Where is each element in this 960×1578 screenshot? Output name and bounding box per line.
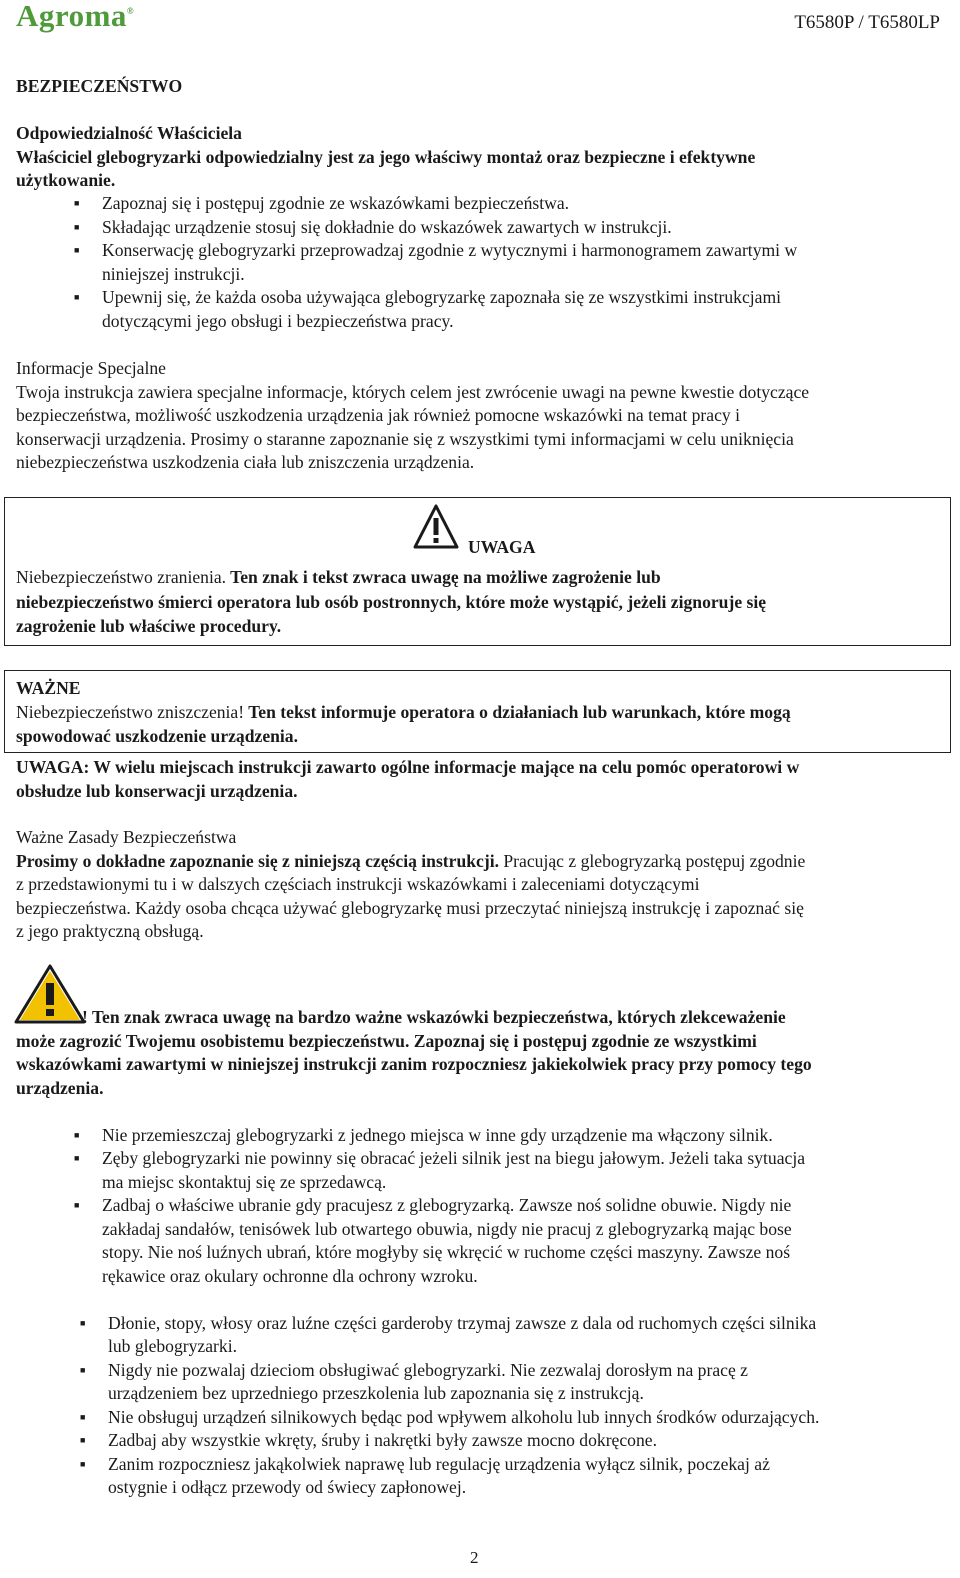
warning-text-line-1 [16, 566, 661, 589]
note-line-2: obsłudze lub konserwacji urządzenia. [16, 781, 298, 801]
list-item: Nie przemieszczaj glebogryzarki z jednego miejsca w inne gdy urządzenie ma włączony silnik. [102, 1125, 773, 1145]
special-text-line: bezpieczeństwa, możliwość uszkodzenia urządzenia jak również pomocne wskazówki na temat pracy i [16, 405, 740, 425]
bullet-marker: ■ [80, 1459, 86, 1469]
owner-bullet: Zapoznaj się i postępuj zgodnie ze wskazówkami bezpieczeństwa. [102, 193, 570, 213]
warning-text: Ten znak i tekst zwraca uwagę na możliwe zagrożenie lub [226, 567, 661, 587]
bullet-marker: ■ [74, 245, 80, 255]
bullet-marker: ■ [74, 198, 80, 208]
rules-heading: Ważne Zasady Bezpieczeństwa [16, 827, 237, 847]
bullet-marker: ■ [80, 1365, 86, 1375]
warning-text-line-3: zagrożenie lub właściwe procedury. [16, 616, 282, 636]
warning-triangle-large-icon [14, 963, 86, 1025]
note-line-1: UWAGA: W wielu miejscach instrukcji zawarto ogólne informacje mające na celu pomóc operatorowi w [16, 757, 800, 777]
bullet-marker: ■ [80, 1412, 86, 1422]
important-text-line-1 [16, 701, 791, 724]
list-item-continuation: rękawice oraz okulary ochronne dla ochrony wzroku. [102, 1266, 478, 1286]
bullet-marker: ■ [74, 292, 80, 302]
list-item: Zadbaj o właściwe ubranie gdy pracujesz z glebogryzarką. Zawsze noś solidne obuwie. Nigdy nie [102, 1195, 792, 1215]
brand-logo [16, 0, 134, 34]
important-text-line-2: spowodować uszkodzenie urządzenia. [16, 726, 298, 746]
owner-bullet: Upewnij się, że każda osoba używająca glebogryzarkę zapoznała się ze wszystkimi instrukcjami [102, 287, 782, 307]
list-item-continuation: lub glebogryzarki. [108, 1336, 237, 1356]
owner-bullet-continuation: dotyczącymi jego obsługi i bezpieczeństwa pracy. [102, 311, 454, 331]
list-item-continuation: zakładaj sandałów, tenisówek lub otwartego obuwia, nigdy nie pracuj z glebogryzarką mając bose [102, 1219, 792, 1239]
list-item-continuation: urządzeniem bez uprzedniego przeszkolenia lub zapoznania się z instrukcją. [108, 1383, 644, 1403]
page-title: BEZPIECZEŃSTWO [16, 76, 183, 96]
alert-text-line-2: może zagrozić Twojemu osobistemu bezpieczeństwu. Zapoznaj się i postępuj zgodnie ze wszystkimi [16, 1031, 757, 1051]
owner-bullet: Składając urządzenie stosuj się dokładnie do wskazówek zawartych w instrukcji. [102, 217, 672, 237]
list-item-continuation: ma miejsc skontaktuj się ze sprzedawcą. [102, 1172, 387, 1192]
special-heading: Informacje Specjalne [16, 358, 166, 378]
bullet-marker: ■ [80, 1318, 86, 1328]
special-text-line: niebezpieczeństwa uszkodzenia ciała lub zniszczenia urządzenia. [16, 452, 475, 472]
rules-text-line-4: z jego praktyczną obsługą. [16, 921, 204, 941]
page-number: 2 [470, 1548, 479, 1567]
owner-bullet: Konserwację glebogryzarki przeprowadzaj zgodnie z wytycznymi i harmonogramem zawartymi w [102, 240, 798, 260]
bullet-marker: ■ [74, 1200, 80, 1210]
model-number: T6580P / T6580LP [794, 12, 940, 33]
brand-logo-text: Agroma [16, 0, 127, 33]
rules-text: Pracując z glebogryzarką postępuj zgodnie [499, 851, 806, 871]
important-label: WAŻNE [16, 678, 81, 698]
special-text-line: konserwacji urządzenia. Prosimy o staranne zapoznanie się z wszystkimi tymi informacjami w celu uniknięcia [16, 429, 794, 449]
important-danger-term: Niebezpieczeństwo zniszczenia! [16, 702, 245, 722]
list-item: Zanim rozpoczniesz jakąkolwiek naprawę lub regulację urządzenia wyłącz silnik, poczekaj aż [108, 1454, 770, 1474]
list-item-continuation: ostygnie i odłącz przewody od świecy zapłonowej. [108, 1477, 467, 1497]
warning-triangle-icon [413, 503, 459, 549]
list-item: Dłonie, stopy, włosy oraz luźne części garderoby trzymaj zawsze z dala od ruchomych części silnika [108, 1313, 817, 1333]
rules-text-line-2: z przedstawionymi tu i w dalszych częściach instrukcji wskazówkami i zaleceniami dotyczącymi [16, 874, 700, 894]
special-text-line: Twoja instrukcja zawiera specjalne informacje, których celem jest zwrócenie uwagi na pewne kwestie dotyczące [16, 382, 810, 402]
alert-text-line-1: ! Ten znak zwraca uwagę na bardzo ważne wskazówki bezpieczeństwa, których zlekceważenie [82, 1007, 786, 1027]
important-text: Ten tekst informuje operatora o działaniach lub warunkach, które mogą [244, 702, 791, 722]
list-item: Nigdy nie pozwalaj dzieciom obsługiwać glebogryzarki. Nie zezwalaj dorosłym na pracę z [108, 1360, 748, 1380]
alert-text-line-3: wskazówkami zawartymi w niniejszej instrukcji zanim rozpoczniesz jakiekolwiek pracy przy pomocy tego [16, 1054, 812, 1074]
bullet-marker: ■ [74, 222, 80, 232]
rules-text-line-1 [16, 850, 805, 873]
owner-bullet-continuation: niniejszej instrukcji. [102, 264, 245, 284]
warning-label: UWAGA [468, 537, 536, 557]
owner-heading: Odpowiedzialność Właściciela [16, 123, 242, 143]
alert-text-line-4: urządzenia. [16, 1078, 104, 1098]
registered-mark: ® [126, 6, 135, 16]
owner-intro-line-1: Właściciel glebogryzarki odpowiedzialny jest za jego właściwy montaż oraz bezpieczne i efektywne [16, 147, 756, 167]
bullet-marker: ■ [80, 1435, 86, 1445]
warning-danger-term: Niebezpieczeństwo zranienia. [16, 567, 227, 587]
list-item: Zadbaj aby wszystkie wkręty, śruby i nakrętki były zawsze mocno dokręcone. [108, 1430, 657, 1450]
rules-text-line-3: bezpieczeństwa. Każdy osoba chcąca używać glebogryzarkę musi przeczytać niniejszą instrukcję i zapoznać się [16, 898, 804, 918]
warning-text-line-2: niebezpieczeństwo śmierci operatora lub osób postronnych, które może wystąpić, jeżeli zignoruje się [16, 592, 767, 612]
list-item: Nie obsługuj urządzeń silnikowych będąc pod wpływem alkoholu lub innych środków odurzających. [108, 1407, 820, 1427]
owner-intro-line-2: użytkowanie. [16, 170, 116, 190]
rules-emphasis: Prosimy o dokładne zapoznanie się z niniejszą częścią instrukcji. [16, 851, 499, 871]
list-item-continuation: stopy. Nie noś luźnych ubrań, które mogłyby się wkręcić w ruchome części maszyny. Zawsze noś [102, 1242, 791, 1262]
bullet-marker: ■ [74, 1153, 80, 1163]
bullet-marker: ■ [74, 1130, 80, 1140]
list-item: Zęby glebogryzarki nie powinny się obracać jeżeli silnik jest na biegu jałowym. Jeżeli taka sytuacja [102, 1148, 806, 1168]
